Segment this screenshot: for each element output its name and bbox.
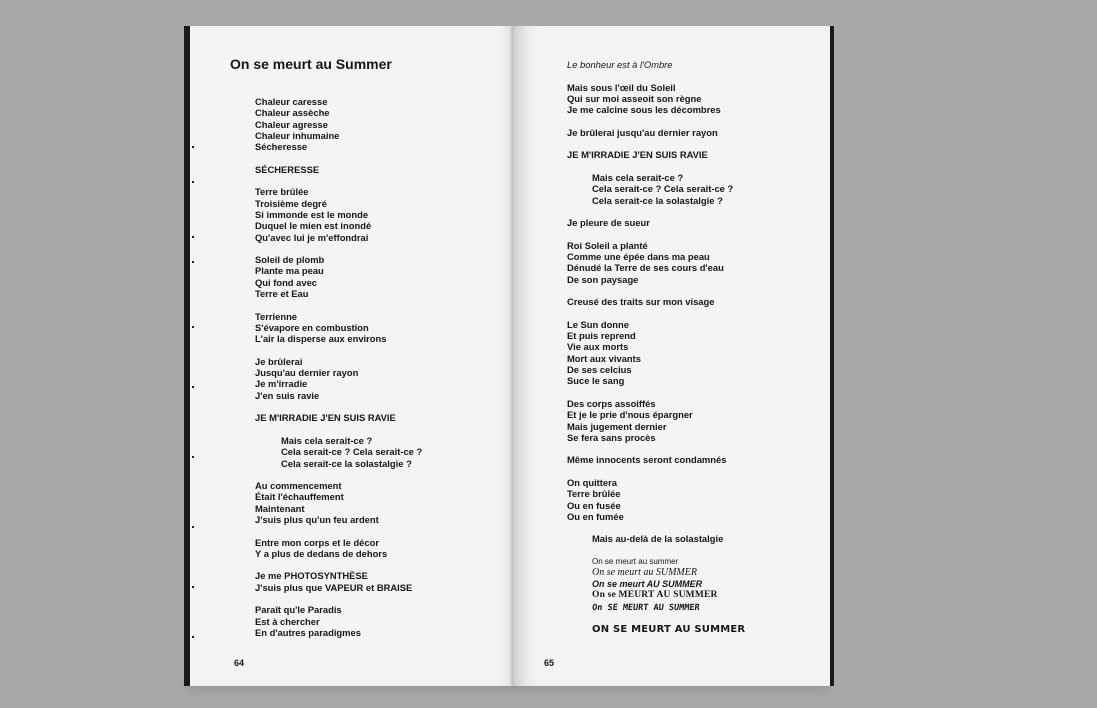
poem-line: Sécheresse: [255, 141, 308, 153]
stanza: [567, 240, 745, 285]
poem-line: J'en suis ravie: [255, 389, 320, 401]
print-speck: [192, 526, 194, 528]
print-speck: [192, 586, 194, 588]
print-speck: [192, 261, 194, 263]
poem-line: J'suis plus que VAPEUR et BRAISE: [255, 581, 413, 593]
stanza: [255, 570, 422, 593]
poem-line: Mais cela serait-ce ?: [281, 434, 373, 446]
poem-line: L'air la disperse aux environs: [255, 333, 387, 345]
print-speck: [192, 236, 194, 238]
poem-line: Roi Soleil a planté: [567, 239, 648, 251]
poem-line: Ou en fusée: [567, 499, 621, 511]
stanza: [255, 254, 422, 299]
poem-line: Était l'échauffement: [255, 491, 344, 503]
poem-line: Chaleur agresse: [255, 118, 328, 130]
poem-line: Cela serait-ce ? Cela serait-ce ?: [281, 446, 423, 458]
print-speck: [192, 636, 194, 638]
poem-line: Se fera sans procès: [567, 431, 656, 443]
title-variants: [567, 556, 745, 635]
stanza: [567, 477, 745, 522]
poem-line: Paraît qu'le Paradis: [255, 604, 342, 616]
stanza: [567, 296, 745, 307]
stanza: [255, 412, 422, 423]
page-number-left: 64: [234, 658, 245, 668]
poem-title: On se meurt au Summer: [230, 56, 392, 72]
poem-line: S'évapore en combustion: [255, 321, 369, 333]
right-poem-body: [567, 59, 745, 635]
open-book: [184, 26, 834, 688]
poem-line: Mais cela serait-ce ?: [592, 171, 684, 183]
poem-line: Duquel le mien est inondé: [255, 220, 372, 232]
poem-line: Terre et Eau: [255, 288, 309, 300]
poem-line: Terre brûlée: [567, 488, 621, 500]
poem-line: Chaleur inhumaine: [255, 129, 340, 141]
poem-line: Qui sur moi asseoit son règne: [567, 92, 702, 104]
poem-line: Comme une épée dans ma peau: [567, 251, 710, 263]
poem-line: De ses celcius: [567, 364, 632, 376]
poem-line: Mais au-delà de la solastalgie: [592, 533, 724, 545]
stanza: [255, 96, 422, 152]
poem-line: Terrienne: [255, 310, 298, 322]
poem-line: Ou en fumée: [567, 510, 624, 522]
poem-line: Je me calcine sous les décombres: [567, 104, 721, 116]
title-variant: ON SE MEURT AU SUMMER: [592, 623, 746, 635]
poem-line: Terre brûlée: [255, 186, 309, 198]
poem-line: Dénudé la Terre de ses cours d'eau: [567, 262, 724, 274]
right-heading: Le bonheur est à l'Ombre: [567, 59, 673, 70]
left-page: [184, 26, 520, 686]
poem-line: Cela serait-ce ? Cela serait-ce ?: [592, 183, 734, 195]
poem-line: Je pleure de sueur: [567, 217, 650, 229]
stanza: [567, 127, 745, 138]
poem-line: Creusé des traits sur mon visage: [567, 296, 715, 308]
poem-line: On quittera: [567, 476, 618, 488]
stanza: [567, 172, 745, 206]
poem-line: Troisième degré: [255, 197, 327, 209]
poem-line: Maintenant: [255, 502, 305, 514]
print-speck: [192, 386, 194, 388]
poem-line: Chaleur assèche: [255, 107, 330, 119]
poem-line: Je me PHOTOSYNTHÈSE: [255, 570, 368, 582]
stanza: [567, 149, 745, 160]
page-number-right: 65: [544, 658, 555, 668]
poem-line: Mais sous l'œil du Soleil: [567, 81, 676, 93]
poem-line: Plante ma peau: [255, 265, 324, 277]
print-speck: [192, 326, 194, 328]
poem-line: Je brûlerai jusqu'au dernier rayon: [567, 126, 718, 138]
poem-line: Si immonde est le monde: [255, 208, 369, 220]
title-variant: On se MEURT AU SUMMER: [592, 589, 718, 600]
poem-line: J'suis plus qu'un feu ardent: [255, 513, 379, 525]
poem-line: Qui fond avec: [255, 276, 317, 288]
poem-line: Cela serait-ce la solastalgie ?: [592, 194, 723, 206]
stanza: [255, 480, 422, 525]
poem-line: Des corps assoiffés: [567, 397, 656, 409]
print-speck: [192, 456, 194, 458]
stanza: [567, 82, 745, 116]
poem-line: Et je le prie d'nous épargner: [567, 409, 693, 421]
right-page: [514, 26, 834, 686]
print-speck: [192, 146, 194, 148]
poem-line: JE M'IRRADIE J'EN SUIS RAVIE: [255, 412, 396, 424]
stanza: [255, 537, 422, 560]
stanza: [567, 533, 745, 544]
stanza: [255, 435, 422, 469]
stanza: [567, 398, 745, 443]
poem-line: Est à chercher: [255, 615, 320, 627]
title-variant: On se meurt au SUMMER: [592, 567, 697, 579]
stanza: [567, 454, 745, 465]
title-variant: On se meurt au summer: [592, 557, 679, 567]
poem-line: Mort aux vivants: [567, 352, 641, 364]
poem-line: Au commencement: [255, 480, 342, 492]
poem-line: Mais jugement dernier: [567, 420, 667, 432]
poem-line: Vie aux morts: [567, 341, 629, 353]
poem-line: Je m'irradie: [255, 378, 308, 390]
poem-line: Même innocents seront condamnés: [567, 454, 727, 466]
stanza: [567, 217, 745, 228]
print-speck: [192, 181, 194, 183]
title-variant: On se meurt AU SUMMER: [592, 578, 703, 589]
poem-line: Y a plus de dedans de dehors: [255, 547, 388, 559]
poem-line: Chaleur caresse: [255, 96, 328, 107]
title-variant: On SE MEURT AU SUMMER: [591, 603, 701, 614]
poem-line: Suce le sang: [567, 375, 625, 387]
stanza: [567, 319, 745, 387]
stanza: [255, 604, 422, 638]
poem-line: Qu'avec lui je m'effondrai: [255, 231, 369, 243]
poem-line: Cela serait-ce la solastalgie ?: [281, 457, 412, 469]
stanza: [255, 164, 422, 175]
poem-line: SÉCHERESSE: [255, 163, 320, 175]
poem-line: JE M'IRRADIE J'EN SUIS RAVIE: [567, 149, 708, 161]
poem-line: Entre mon corps et le décor: [255, 536, 379, 548]
poem-line: Je brûlerai: [255, 355, 303, 367]
left-poem-body: [255, 96, 422, 650]
poem-line: En d'autres paradigmes: [255, 626, 361, 638]
stanza: [255, 311, 422, 345]
poem-line: Et puis reprend: [567, 330, 636, 342]
poem-line: Soleil de plomb: [255, 254, 325, 266]
poem-line: De son paysage: [567, 273, 639, 285]
poem-line: Le Sun donne: [567, 318, 629, 330]
poem-line: Jusqu'au dernier rayon: [255, 367, 359, 379]
stanza: [255, 356, 422, 401]
stanza: [255, 186, 422, 242]
